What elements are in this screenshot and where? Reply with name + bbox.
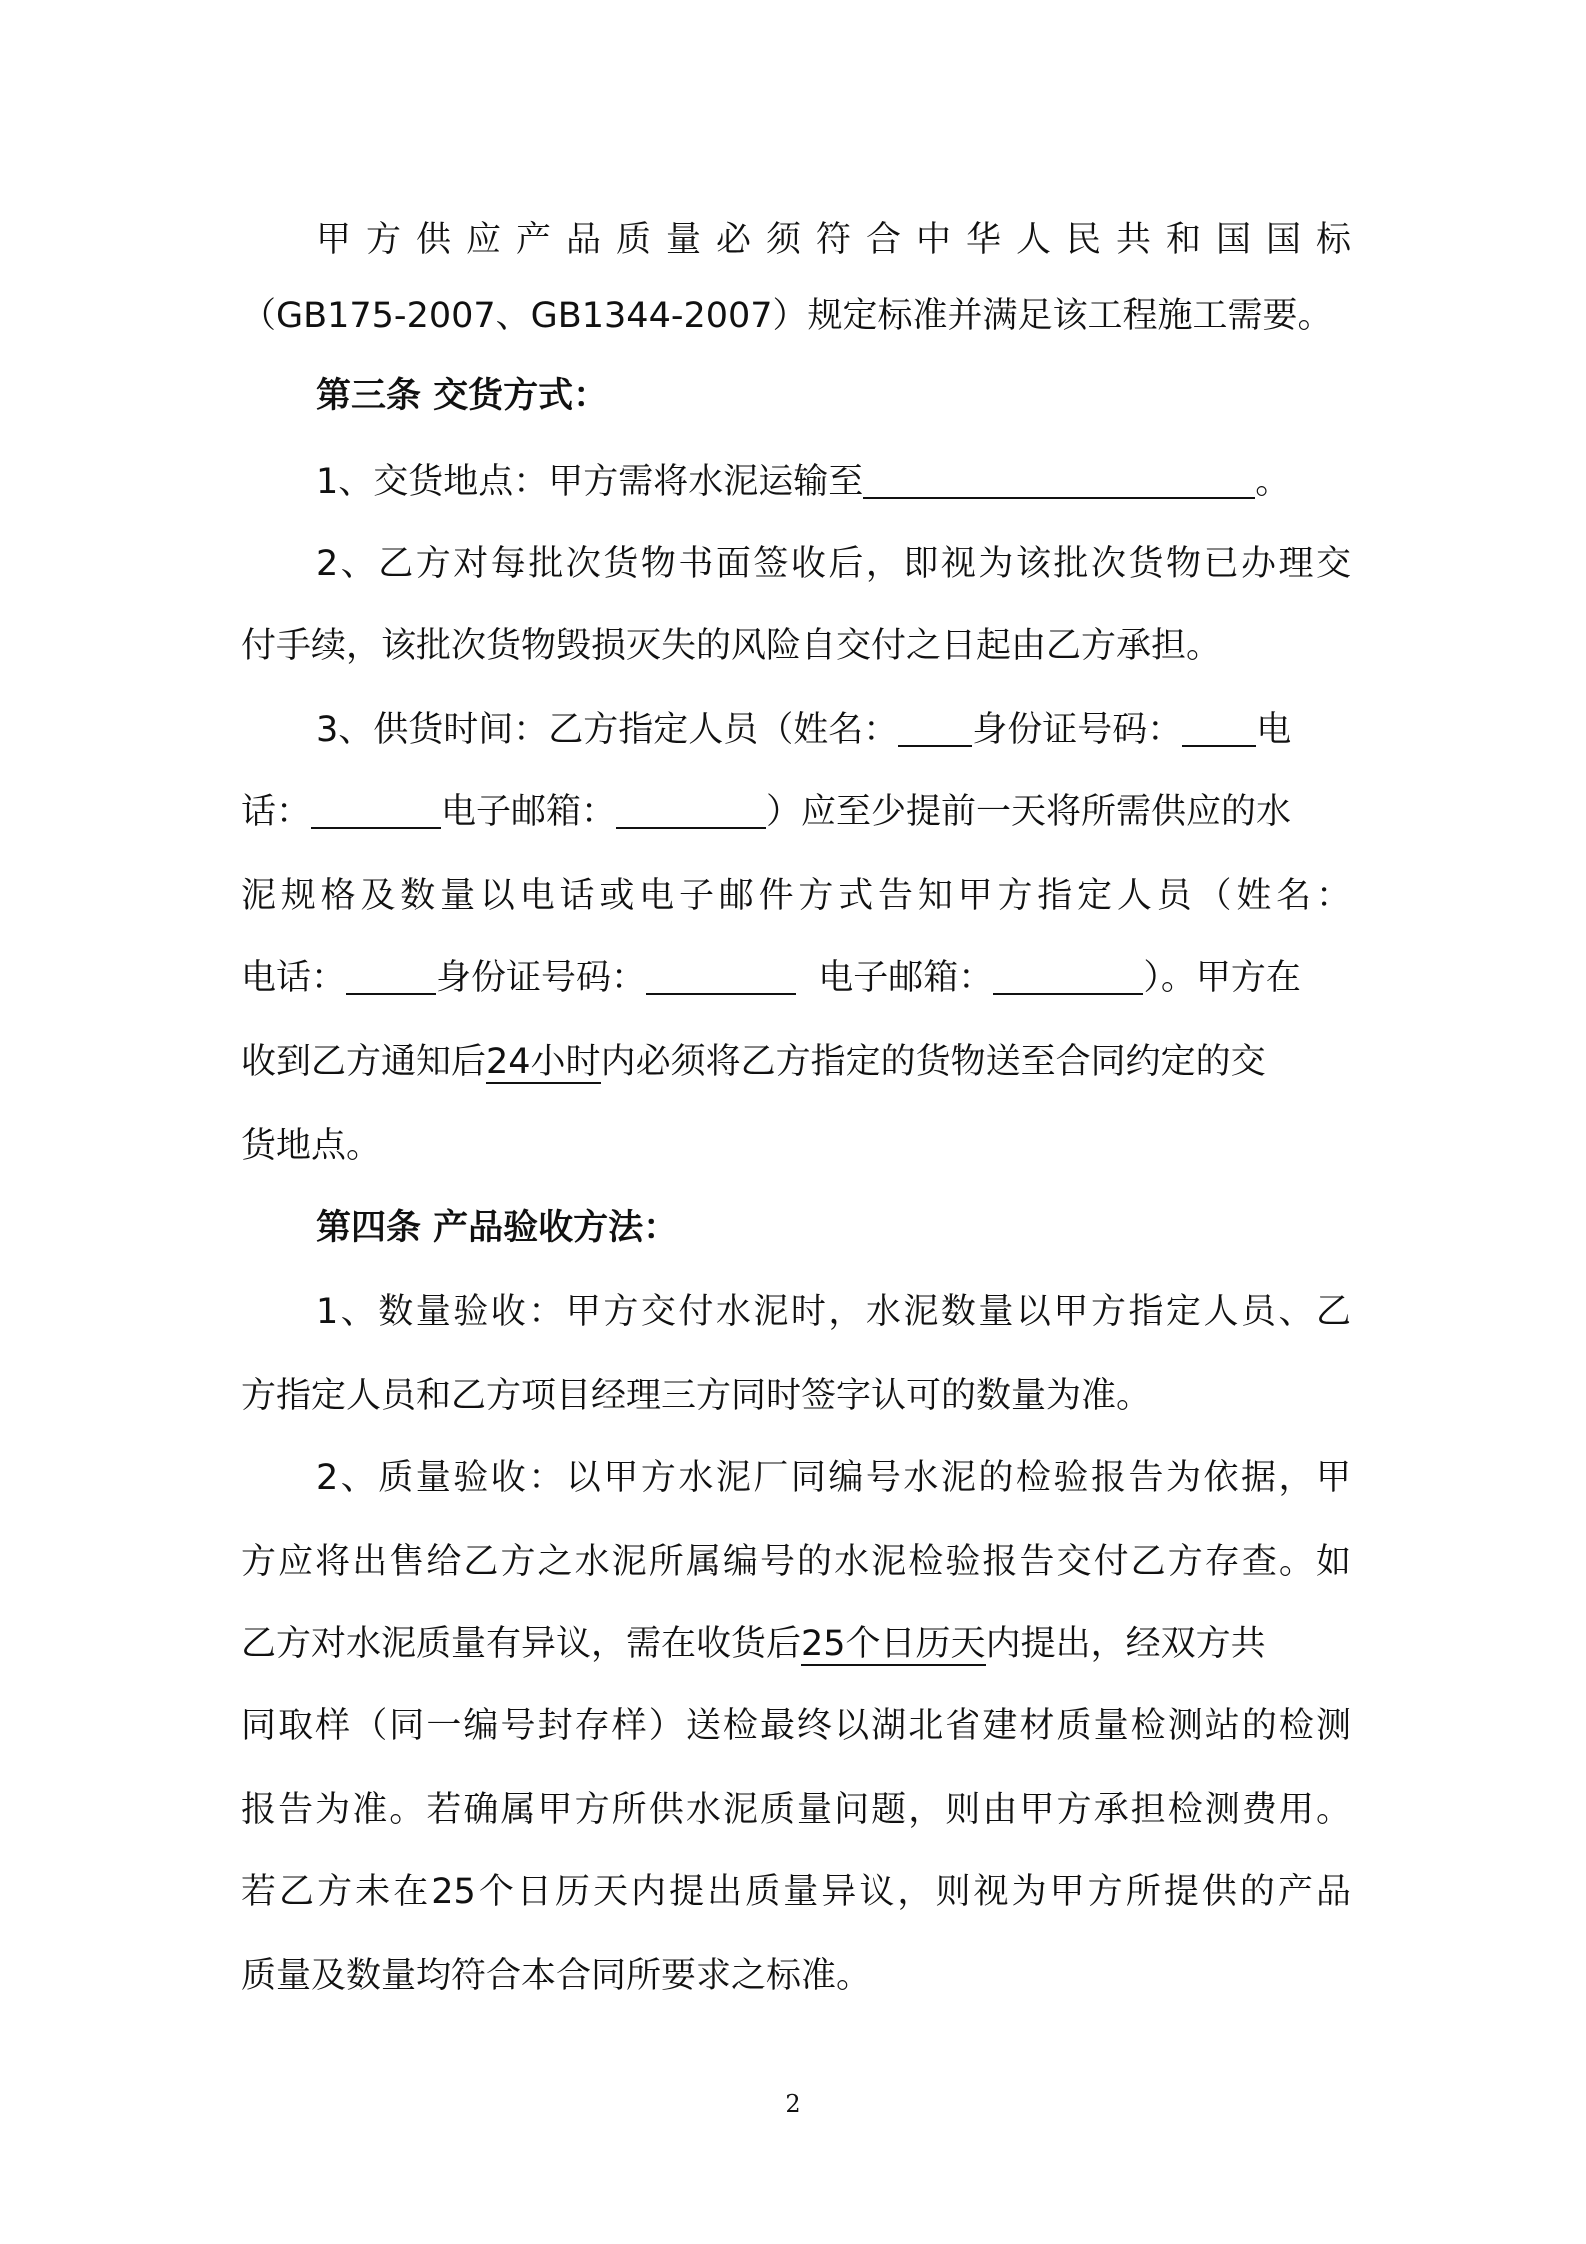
- supply-time-text-j: ）。甲方在: [1143, 958, 1301, 998]
- quantity-check-line-2: 方指定人员和乙方项目经理三方同时签字认可的数量为准。: [241, 1376, 1152, 1416]
- supply-time-text-i: 电子邮箱：: [818, 958, 994, 998]
- supply-time-text-f: ）应至少提前一天将所需供应的水: [766, 792, 1292, 832]
- seller-email-blank: [993, 955, 1143, 995]
- quantity-check-line-1: 1、数量验收：甲方交付水泥时，水泥数量以甲方指定人员、乙: [316, 1292, 1351, 1332]
- buyer-id-blank: [1182, 707, 1256, 747]
- buyer-email-blank: [616, 789, 766, 829]
- article-4-heading: 第四条 产品验收方法：: [316, 1208, 679, 1248]
- delivery-location-blank: [863, 459, 1255, 499]
- seller-id-blank: [646, 955, 796, 995]
- quality-check-line-4: 同取样（同一编号封存样）送检最终以湖北省建材质量检测站的检测: [241, 1706, 1351, 1746]
- seller-phone-blank: [346, 955, 436, 995]
- supply-time-line-3: 泥规格及数量以电话或电子邮件方式告知甲方指定人员（姓名：: [241, 876, 1351, 916]
- signoff-line-1: 2、乙方对每批次货物书面签收后，即视为该批次货物已办理交: [316, 544, 1351, 584]
- supply-time-text-k: 收到乙方通知后: [241, 1042, 487, 1082]
- buyer-phone-blank: [311, 789, 441, 829]
- quality-check-line-2: 方应将出售给乙方之水泥所属编号的水泥检验报告交付乙方存查。如: [241, 1542, 1351, 1582]
- quality-line-1: 甲方供应产品质量必须符合中华人民共和国国标: [316, 220, 1351, 260]
- quality-check-line-6: 若乙方未在25个日历天内提出质量异议，则视为甲方所提供的产品: [241, 1872, 1351, 1912]
- supply-time-line-5: [241, 1036, 1351, 1088]
- supply-time-text-a: 3、供货时间：乙方指定人员（姓名：: [316, 710, 899, 750]
- supply-time-text-l: 内必须将乙方指定的货物送至合同约定的交: [600, 1042, 1266, 1082]
- signoff-line-2: 付手续，该批次货物毁损灭失的风险自交付之日起由乙方承担。: [241, 626, 1222, 666]
- objection-period-value: 25个日历天: [801, 1624, 986, 1664]
- supply-time-text-h: 身份证号码：: [436, 958, 647, 998]
- supply-time-text-b: 身份证号码：: [972, 710, 1183, 750]
- delivery-location-text: 1、交货地点：甲方需将水泥运输至: [316, 462, 864, 502]
- page-number: 2: [785, 2090, 801, 2118]
- supply-time-line-4: [241, 952, 1351, 1004]
- delivery-location-line: [316, 456, 1351, 508]
- delivery-location-end: 。: [1255, 462, 1291, 502]
- buyer-name-blank: [898, 707, 972, 747]
- quality-check-line-5: 报告为准。若确属甲方所供水泥质量问题，则由甲方承担检测费用。: [241, 1790, 1351, 1830]
- supply-time-text-d: 话：: [241, 792, 312, 832]
- quality-line-2: （GB175-2007、GB1344-2007）规定标准并满足该工程施工需要。: [241, 296, 1333, 336]
- supply-time-line-2: [241, 786, 1351, 838]
- supply-time-text-e: 电子邮箱：: [441, 792, 617, 832]
- notice-period-value: 24小时: [486, 1042, 601, 1082]
- quality-check-line-1: 2、质量验收：以甲方水泥厂同编号水泥的检验报告为依据，甲: [316, 1458, 1351, 1498]
- quality-check-line-3: [241, 1618, 1351, 1670]
- quality-check-line-7: 质量及数量均符合本合同所要求之标准。: [241, 1956, 872, 1996]
- supply-time-line-6: 货地点。: [241, 1126, 382, 1166]
- article-3-heading: 第三条 交货方式：: [316, 376, 609, 416]
- supply-time-text-g: 电话：: [241, 958, 347, 998]
- supply-time-text-c: 电: [1256, 710, 1292, 750]
- quality-check-text-b: 内提出，经双方共: [985, 1624, 1266, 1664]
- quality-check-text-a: 乙方对水泥质量有异议，需在收货后: [241, 1624, 802, 1664]
- supply-time-line-1: [316, 704, 1351, 756]
